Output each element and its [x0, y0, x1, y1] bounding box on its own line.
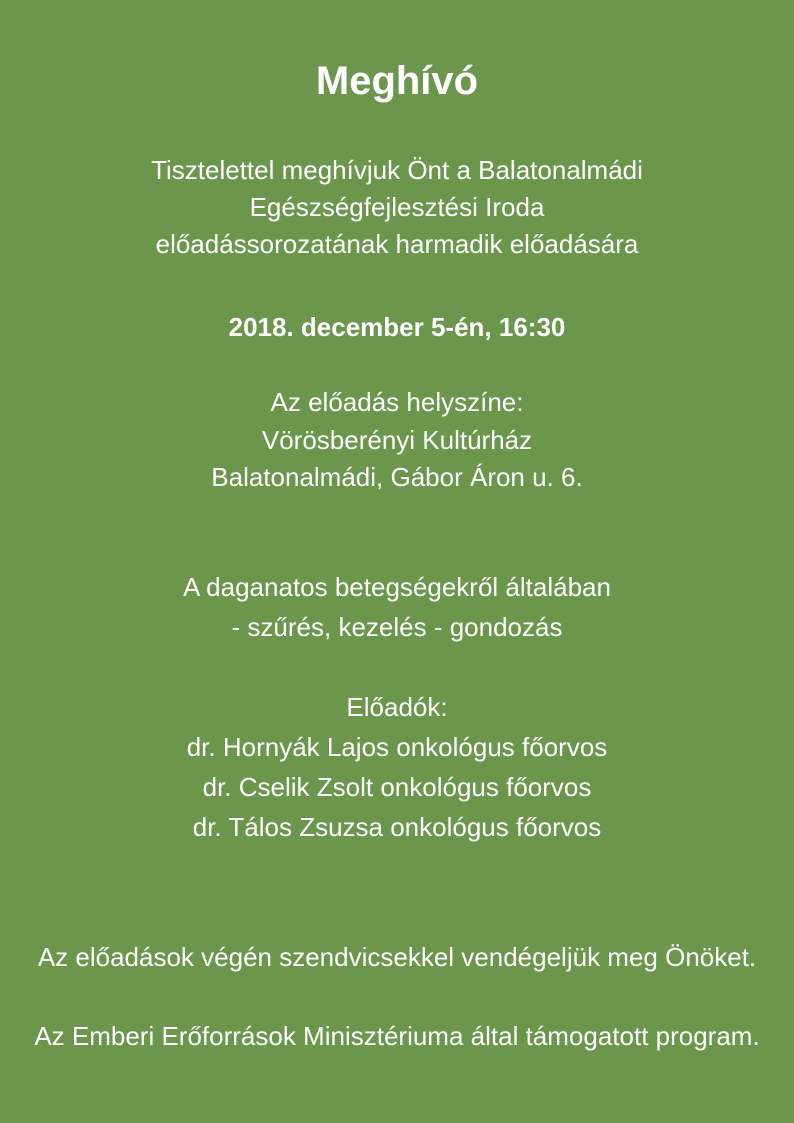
speakers-label: Előadók: — [346, 692, 448, 722]
speaker-2: dr. Cselik Zsolt onkológus főorvos — [202, 772, 592, 802]
intro-line-3: előadássorozatának harmadik előadására — [155, 229, 639, 259]
venue-address: Balatonalmádi, Gábor Áron u. 6. — [211, 462, 583, 492]
intro-line-1: Tisztelettel meghívjuk Önt a Balatonalmádi — [151, 155, 643, 185]
footer-refreshments: Az előadások végén szendvicsekkel vendégeljük meg Önöket. — [37, 942, 757, 972]
topic-line-2: - szűrés, kezelés - gondozás — [231, 612, 563, 642]
intro-line-2: Egészségfejlesztési Iroda — [249, 192, 545, 222]
speaker-3: dr. Tálos Zsuzsa onkológus főorvos — [192, 812, 602, 842]
topic-line-1: A daganatos betegségekről általában — [183, 572, 611, 602]
speaker-1: dr. Hornyák Lajos onkológus főorvos — [186, 732, 608, 762]
event-datetime: 2018. december 5-én, 16:30 — [228, 312, 566, 342]
venue-name: Vörösberényi Kultúrház — [261, 425, 533, 455]
venue-label: Az előadás helyszíne: — [270, 387, 524, 417]
page-title: Meghívó — [315, 59, 479, 103]
footer-sponsor: Az Emberi Erőforrások Minisztériuma által támogatott program. — [34, 1021, 760, 1051]
